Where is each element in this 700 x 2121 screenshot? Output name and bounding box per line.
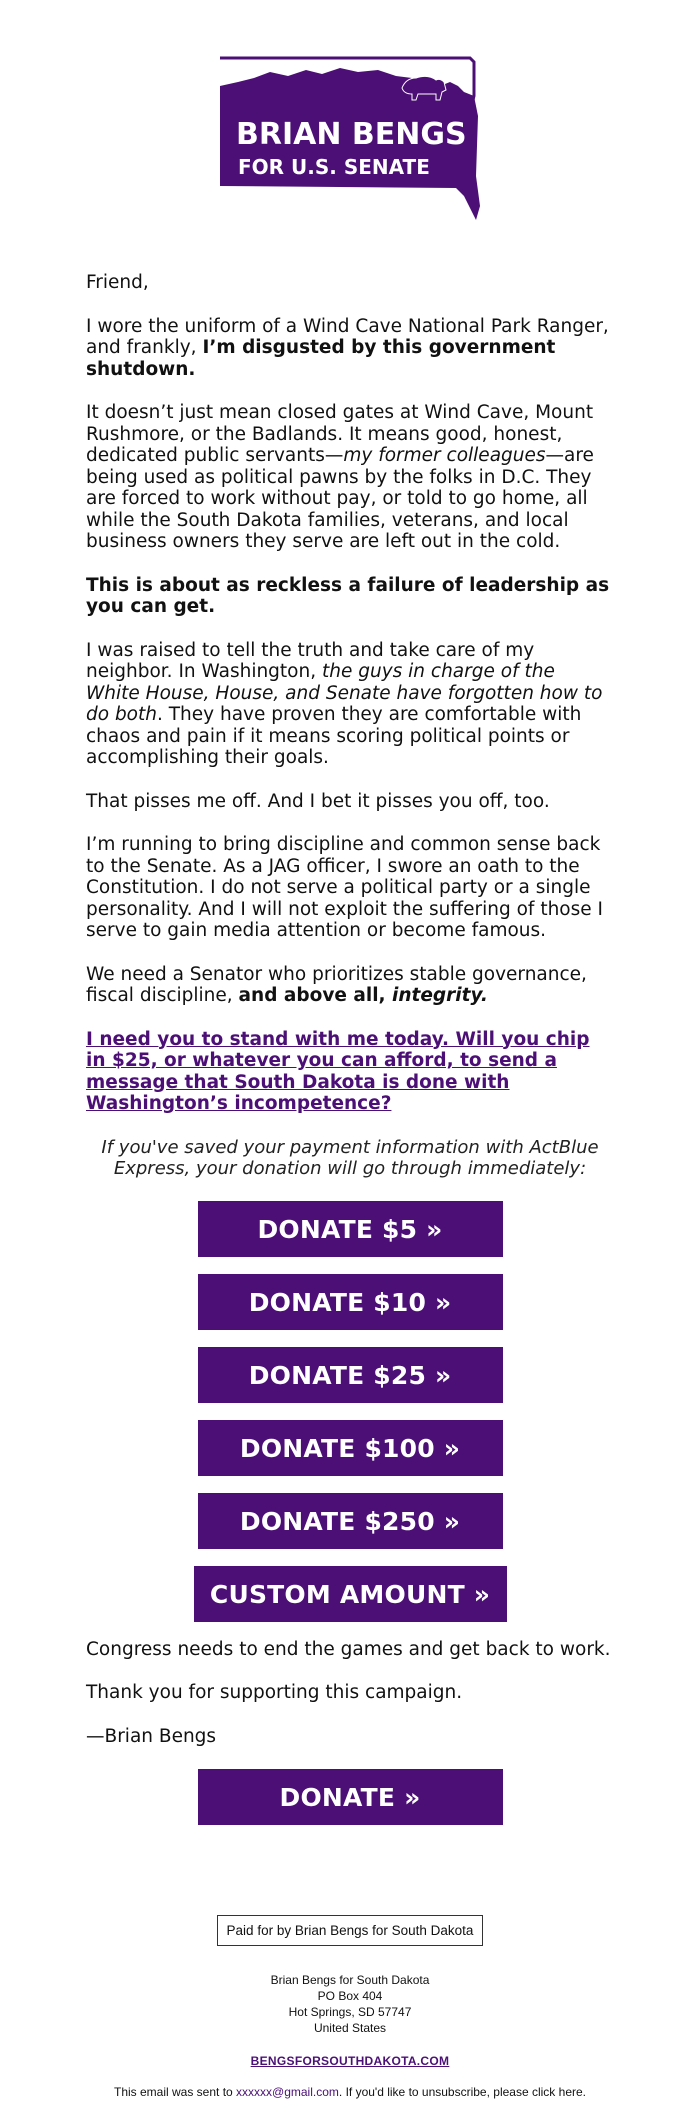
paragraph-running: I’m running to bring discipline and common sense back to the Senate. As a JAG officer, I swore an oath to the Constitution. I do not serve a political party or a single personality. And I will not exploit the suffering of those I serve to gain media attention or become famous. (86, 834, 603, 941)
donate-10-button[interactable]: DONATE $10 » (198, 1274, 503, 1330)
email-body (86, 272, 614, 1842)
donate-100-button[interactable]: DONATE $100 » (198, 1420, 503, 1476)
email-footer (0, 1915, 700, 2099)
custom-amount-button[interactable]: CUSTOM AMOUNT » (194, 1566, 507, 1622)
paragraph-truth: I was raised to tell the truth and take care of my neighbor. In Washington, the guys in charge of the White House, House, and Senate have forgotten how to do both. They have proven they are comfortable with chaos and pain if it means scoring political points or accomplishing their goals. (86, 639, 603, 768)
greeting: Friend, (86, 272, 149, 293)
recipient-email[interactable]: xxxxxx@gmail.com (236, 2085, 339, 2099)
donate-250-button[interactable]: DONATE $250 » (198, 1493, 503, 1549)
unsubscribe-line: This email was sent to xxxxxx@gmail.com. If you'd like to unsubscribe, please click here. (113, 2085, 586, 2099)
closing-thanks: Thank you for supporting this campaign. (86, 1682, 463, 1703)
paragraph-reckless: This is about as reckless a failure of leadership as you can get. (86, 574, 610, 617)
signature: —Brian Bengs (86, 1725, 217, 1747)
donate-25-button[interactable]: DONATE $25 » (198, 1347, 503, 1403)
paragraph-ranger: I wore the uniform of a Wind Cave National Park Ranger, and frankly, I’m disgusted by this government shutdown. (86, 315, 609, 380)
donate-5-button[interactable]: DONATE $5 » (198, 1201, 503, 1257)
donate-button[interactable]: DONATE » (198, 1769, 503, 1825)
logo-subtitle: FOR U.S. SENATE (238, 155, 430, 179)
closing-congress: Congress needs to end the games and get back to work. (86, 1638, 611, 1660)
logo-title: BRIAN BENGS (236, 117, 467, 152)
campaign-logo (0, 56, 700, 226)
paragraph-closed-gates: It doesn’t just mean closed gates at Wind Cave, Mount Rushmore, or the Badlands. It means good, honest, dedicated public servants—my former colleagues—are being used as political pawns by the folks in D.C. They are forced to work without pay, or told to go home, all while the South Dakota families, veterans, and local business owners they serve are left out in the cold. (86, 402, 594, 552)
mailing-address: Brian Bengs for South Dakota PO Box 404 Hot Springs, SD 57747 United States (270, 1973, 430, 2035)
unsubscribe-link[interactable]: . If you'd like to unsubscribe, please click here. (338, 2085, 586, 2099)
paid-for-disclaimer: Paid for by Brian Bengs for South Dakota (217, 1915, 484, 1946)
paragraph-pisses-off: That pisses me off. And I bet it pisses you off, too. (86, 790, 550, 812)
closing (86, 1639, 614, 1748)
actblue-express-note: If you've saved your payment information with ActBlue Express, your donation will go through immediately: (101, 1136, 599, 1179)
paragraph-senator: We need a Senator who prioritizes stable governance, fiscal discipline, and above all, integrity. (86, 963, 587, 1006)
website-link[interactable]: BENGSFORSOUTHDAKOTA.COM (250, 2054, 450, 2068)
south-dakota-logo-graphic (218, 56, 482, 226)
donation-buttons (86, 1201, 614, 1639)
donation-ask-link[interactable]: I need you to stand with me today. Will you chip in $25, or whatever you can afford, to send a message that South Dakota is done with Washington’s incompetence? (86, 1028, 590, 1114)
